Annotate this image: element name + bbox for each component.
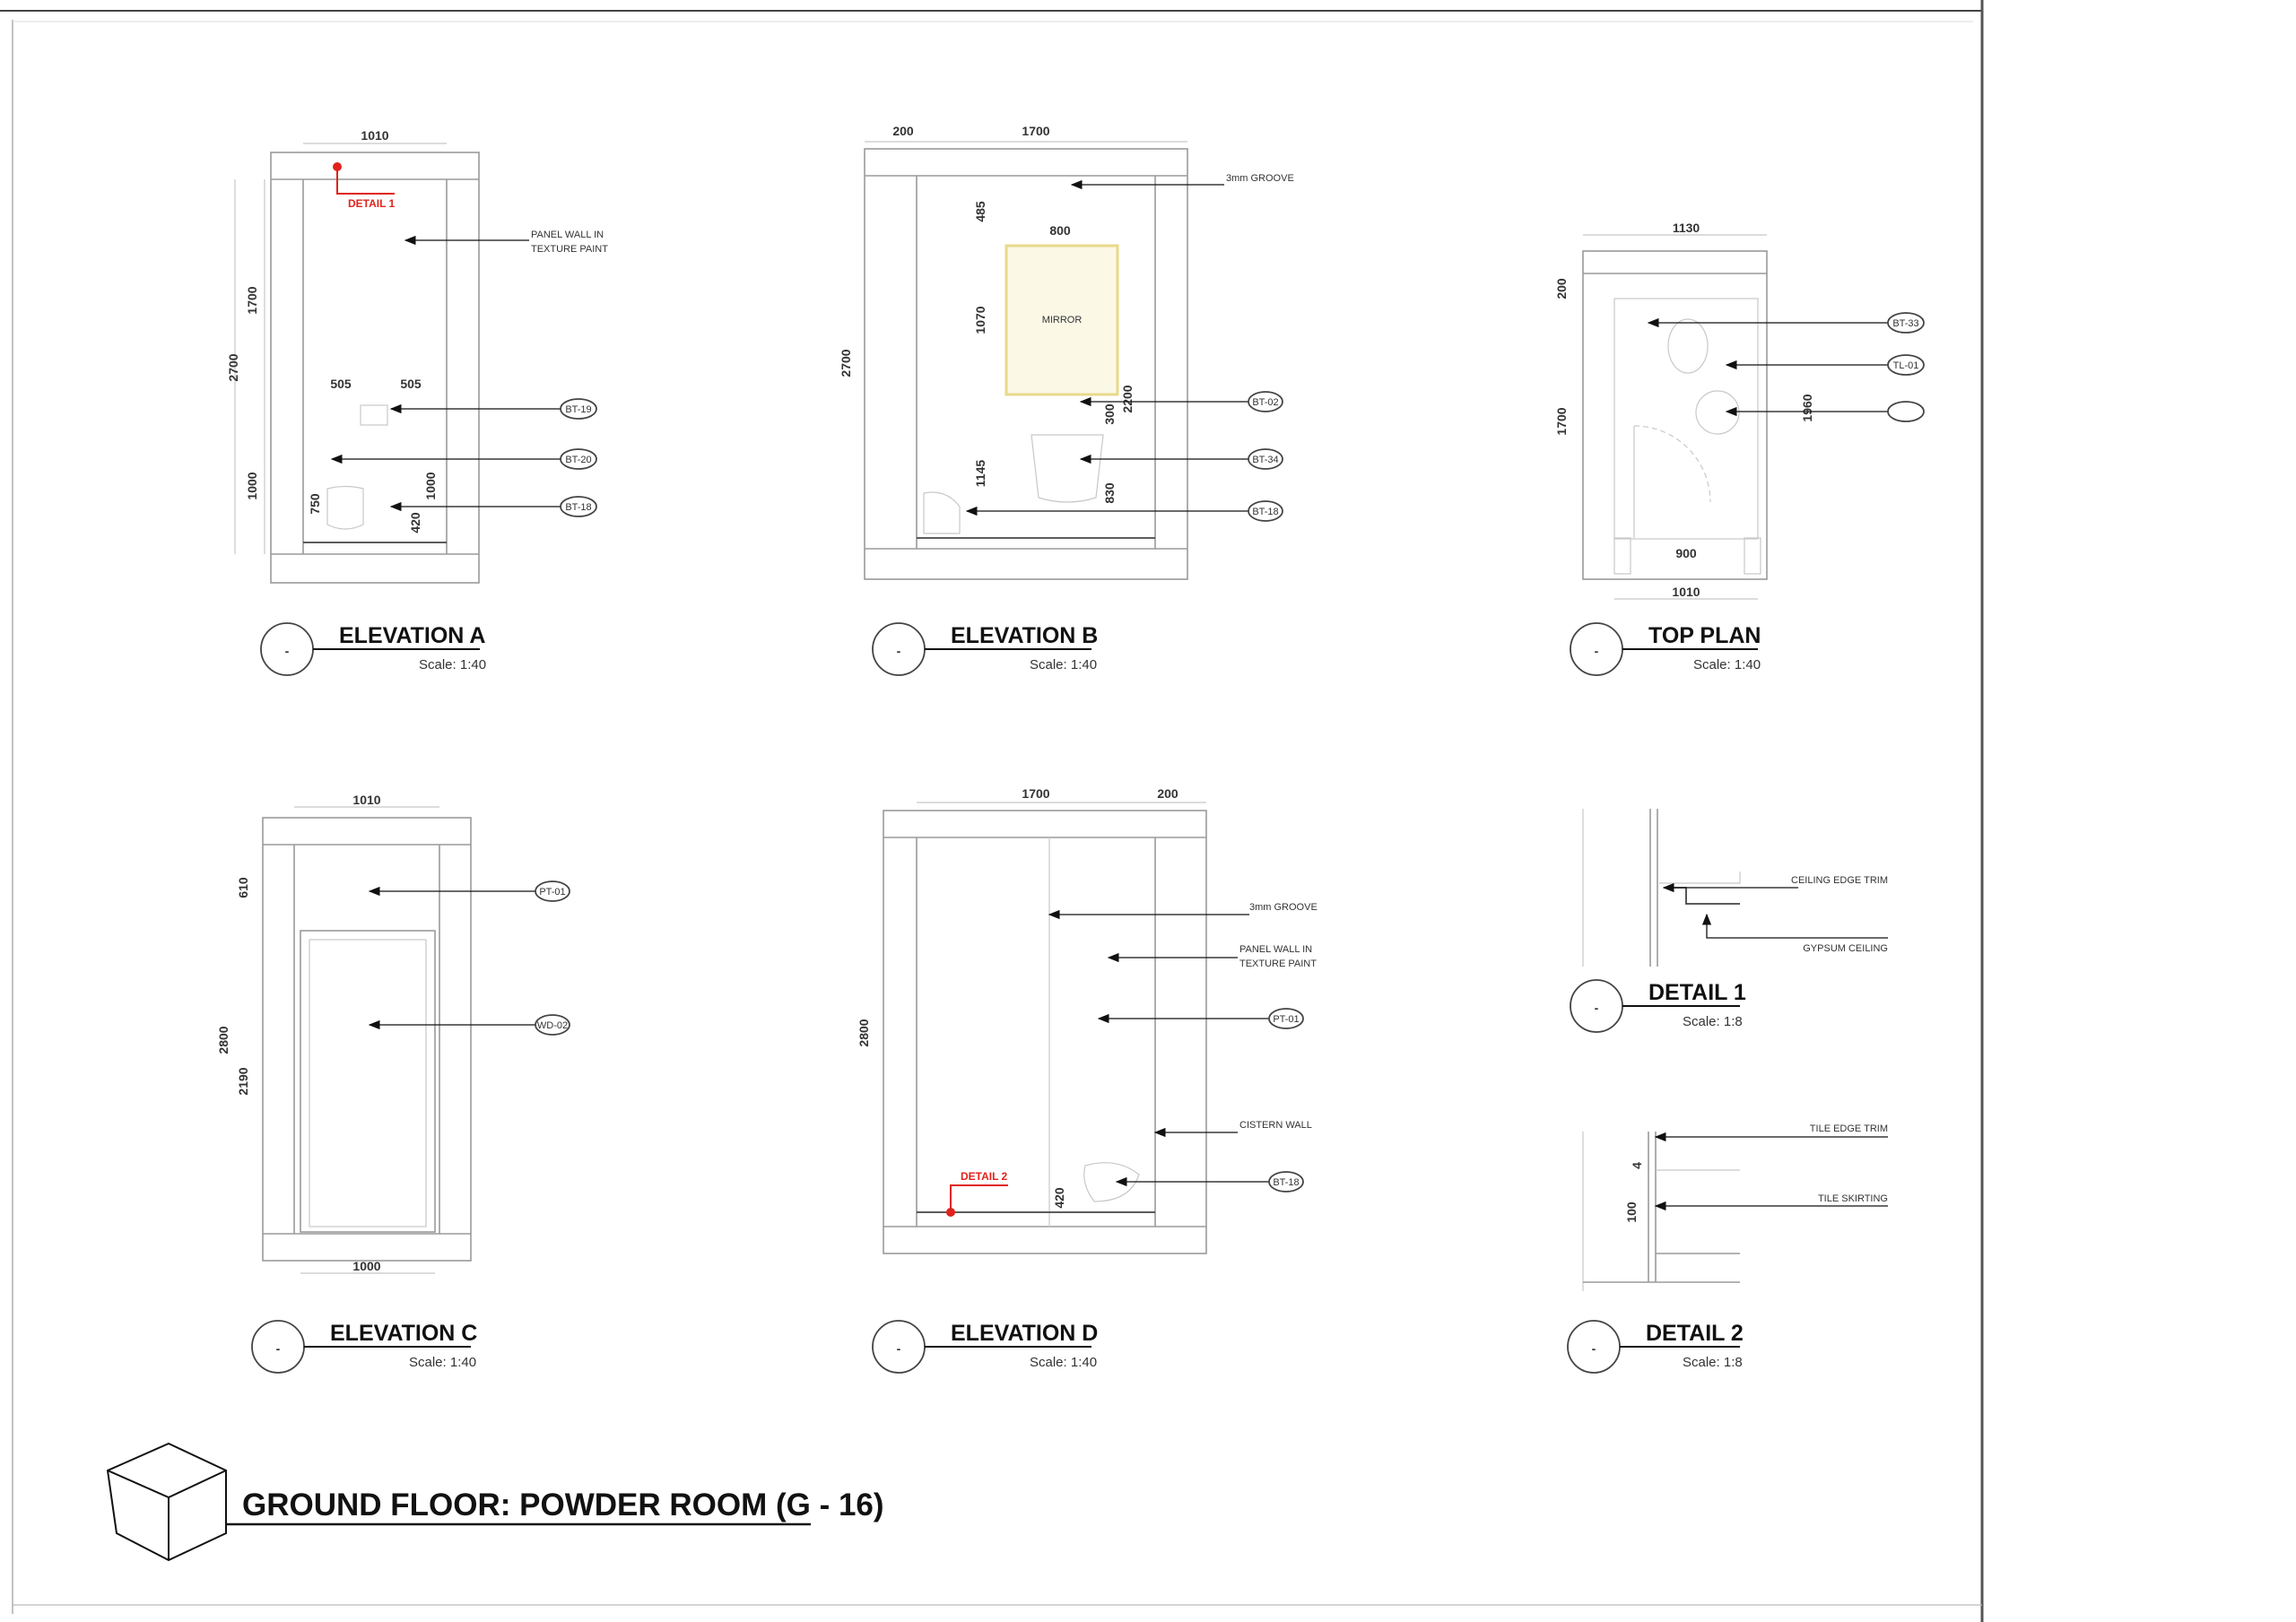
elev-d-scale: Scale: 1:40 xyxy=(1030,1355,1098,1370)
top-plan-title-block xyxy=(1570,623,1761,675)
elev-d-panel-note-2: TEXTURE PAINT xyxy=(1239,958,1317,969)
elevation-d-title-block xyxy=(873,1321,1098,1373)
detail-2-trim-note: TILE EDGE TRIM xyxy=(1809,1123,1888,1134)
elevation-b-title-block xyxy=(873,623,1098,675)
elev-b-height-dim: 2700 xyxy=(839,349,853,377)
elev-a-width-dim: 1010 xyxy=(361,128,389,143)
elev-c-top-dim: 610 xyxy=(236,877,250,898)
elev-d-seat-dim: 420 xyxy=(1052,1187,1066,1209)
detail-2-skirt-dim: 100 xyxy=(1624,1201,1639,1223)
elev-c-scale: Scale: 1:40 xyxy=(409,1355,477,1370)
elev-a-panel-note-1: PANEL WALL IN xyxy=(531,230,604,240)
elev-a-left-half-dim: 505 xyxy=(330,377,352,391)
detail-1-title-block xyxy=(1570,980,1746,1032)
elev-c-marker: - xyxy=(275,1341,281,1356)
elev-c-title: ELEVATION C xyxy=(330,1321,478,1346)
detail-1-trim-note: CEILING EDGE TRIM xyxy=(1791,875,1888,886)
elev-b-mirror-w-dim: 800 xyxy=(1049,223,1071,238)
elev-b-top-dim: 485 xyxy=(973,201,987,222)
top-plan-scale: Scale: 1:40 xyxy=(1693,657,1761,672)
elev-c-width-dim: 1010 xyxy=(352,793,381,807)
elev-b-basin-dim: 1145 xyxy=(973,459,987,488)
elev-a-upper-dim: 1700 xyxy=(245,286,259,315)
elev-c-bottom-dim: 1000 xyxy=(352,1259,381,1273)
elev-a-lower-dim: 1000 xyxy=(245,472,259,500)
top-plan-tag-bt33: BT-33 xyxy=(1892,318,1919,329)
cube-icon xyxy=(108,1444,226,1560)
top-plan-tag-tl01: TL-01 xyxy=(1892,360,1919,371)
elev-d-title: ELEVATION D xyxy=(951,1321,1099,1346)
elev-a-tag-bt20: BT-20 xyxy=(565,455,592,465)
elev-c-tag-wd02: WD-02 xyxy=(536,1020,569,1031)
top-plan-drawing xyxy=(1554,221,1924,599)
elev-d-marker: - xyxy=(896,1341,901,1356)
elev-b-title: ELEVATION B xyxy=(951,623,1099,648)
elev-b-mirror-label: MIRROR xyxy=(1041,315,1083,325)
elev-d-height-dim: 2800 xyxy=(857,1019,871,1047)
top-plan-inner-dim: 1010 xyxy=(1672,585,1700,599)
elevation-b-drawing xyxy=(839,124,1294,579)
elevation-c-title-block xyxy=(252,1321,477,1373)
elev-b-tag-bt18: BT-18 xyxy=(1252,507,1279,517)
elev-b-tap-dim: 300 xyxy=(1102,403,1117,425)
top-plan-top-dim: 200 xyxy=(1554,278,1569,299)
detail-1-ceiling-note: GYPSUM CEILING xyxy=(1803,943,1888,954)
sheet-title-block xyxy=(108,1444,884,1560)
detail-2-title: DETAIL 2 xyxy=(1646,1321,1744,1346)
elevation-a-drawing xyxy=(226,128,608,583)
elev-c-door-h-dim: 2190 xyxy=(236,1067,250,1096)
elev-b-width-dim: 1700 xyxy=(1022,124,1050,138)
elev-b-counter-dim: 830 xyxy=(1102,482,1117,504)
elev-c-tag-pt01: PT-01 xyxy=(539,887,566,898)
detail-2-gap-dim: 4 xyxy=(1630,1162,1644,1169)
elev-d-tag-pt01: PT-01 xyxy=(1273,1014,1300,1025)
elev-a-height-dim: 2700 xyxy=(226,353,240,382)
elev-b-groove-note: 3mm GROOVE xyxy=(1226,173,1294,184)
elev-d-side-dim: 200 xyxy=(1157,786,1178,801)
top-plan-marker: - xyxy=(1594,644,1599,658)
elev-a-right-half-dim: 505 xyxy=(400,377,422,391)
elev-b-mirror-h-dim: 1070 xyxy=(973,306,987,334)
detail-1-marker: - xyxy=(1594,1001,1599,1015)
top-plan-total-dim: 1960 xyxy=(1800,394,1814,422)
detail-1-scale: Scale: 1:8 xyxy=(1683,1014,1743,1029)
sheet-title: GROUND FLOOR: POWDER ROOM (G - 16) xyxy=(242,1488,884,1522)
detail-2-drawing xyxy=(1583,1123,1888,1291)
elev-a-panel-note-2: TEXTURE PAINT xyxy=(531,244,608,255)
elev-a-marker: - xyxy=(284,644,290,658)
elev-d-groove-note: 3mm GROOVE xyxy=(1249,902,1318,913)
elevation-c-drawing xyxy=(216,793,570,1273)
elev-a-seat-dim: 420 xyxy=(408,512,422,533)
top-plan-title: TOP PLAN xyxy=(1648,623,1761,648)
elevation-a-title-block xyxy=(261,623,486,675)
detail-2-scale: Scale: 1:8 xyxy=(1683,1355,1743,1370)
elev-d-panel-note-1: PANEL WALL IN xyxy=(1239,944,1313,955)
elev-a-title: ELEVATION A xyxy=(339,623,486,648)
elev-b-scale: Scale: 1:40 xyxy=(1030,657,1098,672)
elev-b-tag-bt34: BT-34 xyxy=(1252,455,1279,465)
detail-2-title-block xyxy=(1568,1321,1744,1373)
top-plan-width-dim: 1130 xyxy=(1672,221,1700,235)
detail-2-marker: - xyxy=(1591,1341,1596,1356)
elev-c-height-dim: 2800 xyxy=(216,1026,230,1054)
elev-d-width-dim: 1700 xyxy=(1022,786,1050,801)
elev-a-detail-callout: DETAIL 1 xyxy=(348,197,396,210)
top-plan-door-dim: 900 xyxy=(1675,546,1697,560)
elev-b-tag-bt02: BT-02 xyxy=(1252,397,1279,408)
detail-1-drawing xyxy=(1583,809,1888,967)
detail-1-title: DETAIL 1 xyxy=(1648,980,1746,1005)
elevation-d-drawing xyxy=(857,786,1318,1253)
elev-b-tap-h-dim: 2200 xyxy=(1120,385,1135,413)
elev-a-pan-dim: 750 xyxy=(308,493,322,515)
elev-d-cistern-note: CISTERN WALL xyxy=(1239,1120,1312,1131)
elev-a-tag-bt19: BT-19 xyxy=(565,404,592,415)
elev-b-side-dim: 200 xyxy=(892,124,914,138)
elev-d-tag-bt18: BT-18 xyxy=(1273,1177,1300,1188)
detail-2-skirting-note: TILE SKIRTING xyxy=(1817,1193,1888,1204)
elev-a-flush-dim: 1000 xyxy=(423,472,438,500)
elev-a-tag-bt18: BT-18 xyxy=(565,502,592,513)
elev-d-detail-callout: DETAIL 2 xyxy=(961,1170,1008,1183)
top-plan-depth-dim: 1700 xyxy=(1554,407,1569,436)
elev-b-marker: - xyxy=(896,644,901,658)
elev-a-scale: Scale: 1:40 xyxy=(419,657,487,672)
